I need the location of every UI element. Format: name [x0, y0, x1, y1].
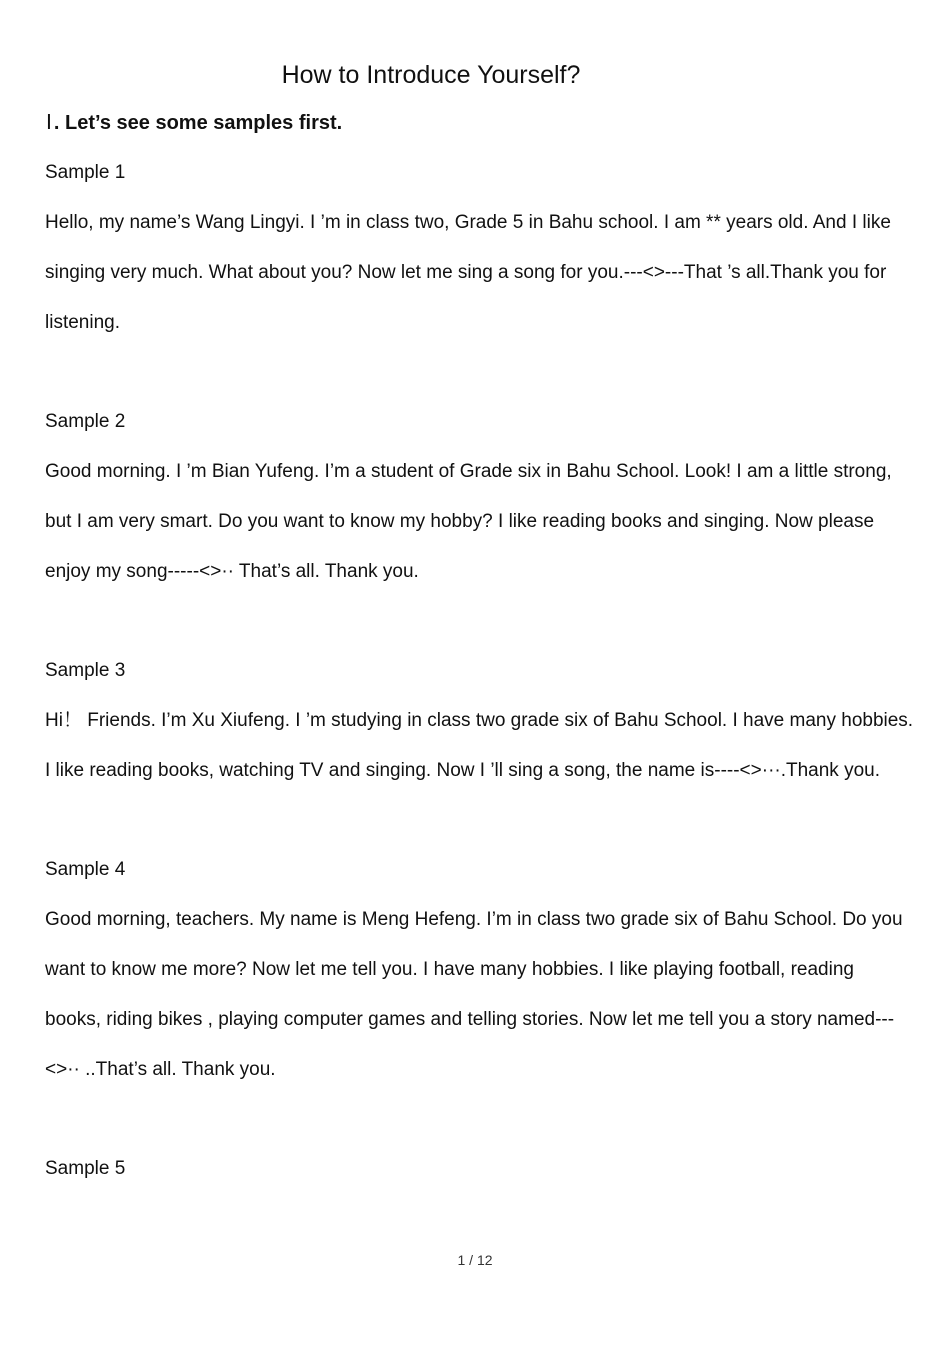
sample-5	[45, 1144, 915, 1194]
sample-text: Hi！ Friends. I’m Xu Xiufeng. I ’m studying in class two grade six of Bahu School. I have many hobbies. I like reading books, watching TV and singing. Now I ’ll sing a song, the name is----<>···.Thank you.	[45, 710, 914, 781]
sample-label: Sample 4	[45, 859, 126, 880]
section-heading-text: . Let’s see some samples first.	[53, 112, 343, 134]
page-number: 1 / 12	[457, 1252, 493, 1268]
document-title: How to Introduce Yourself?	[281, 61, 581, 89]
sample-label: Sample 2	[45, 411, 126, 432]
sample-4	[45, 845, 915, 1095]
section-heading	[46, 108, 342, 138]
sample-text: Good morning, teachers. My name is Meng Hefeng. I’m in class two grade six of Bahu School. Do you want to know me more? Now let me tell you. I have many hobbies. I like playing football, reading books, riding bikes , playing computer games and telling stories. Now let me tell you a story named---<>·· ..That’s all. Thank you.	[45, 909, 903, 1080]
sample-text: Hello, my name’s Wang Lingyi. I ’m in class two, Grade 5 in Bahu school. I am ** years old. And I like singing very much. What about you? Now let me sing a song for you.---<>---That ’s all.Thank you for listening.	[45, 212, 891, 333]
samples-list	[45, 148, 915, 1194]
sample-1	[45, 148, 915, 348]
sample-2	[45, 397, 915, 597]
sample-3	[45, 646, 915, 796]
sample-label: Sample 1	[45, 162, 126, 183]
sample-text: Good morning. I ’m Bian Yufeng. I’m a student of Grade six in Bahu School. Look! I am a little strong, but I am very smart. Do you want to know my hobby? I like reading books and singing. Now please enjoy my song-----<>·· That’s all. Thank you.	[45, 461, 892, 582]
sample-label: Sample 5	[45, 1158, 126, 1179]
section-numeral: Ⅰ	[46, 112, 52, 134]
sample-label: Sample 3	[45, 660, 126, 681]
